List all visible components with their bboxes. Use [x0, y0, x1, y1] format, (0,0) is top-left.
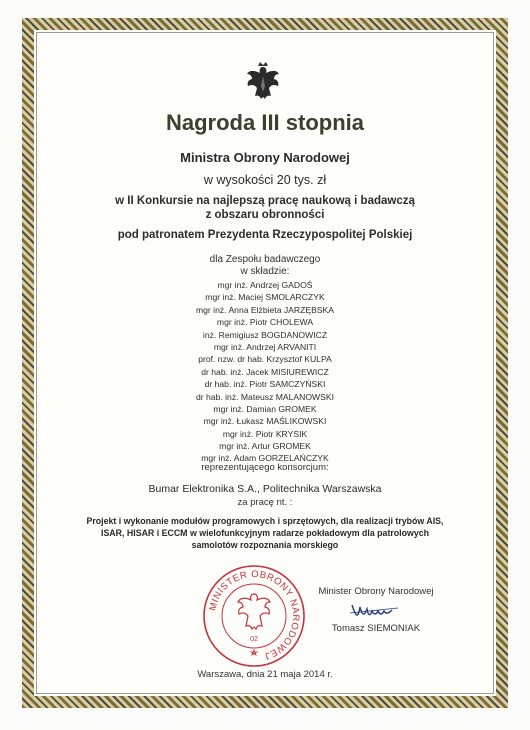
work-title-line-3: samolotów rozpoznania morskiego — [191, 540, 339, 550]
team-member: mgr inż. Anna Elżbieta JARZĘBSKA — [195, 304, 335, 315]
amount-line: w wysokości 20 tys. zł — [203, 173, 327, 187]
team-member: dr hab. inż. Jacek MISIUREWICZ — [201, 366, 329, 377]
work-title-line-1: Projekt i wykonanie modułów programowych i sprzętowych, dla realizacji trybów AIS, — [86, 516, 444, 526]
team-member: mgr inż. Adam GORZELAŃCZYK — [201, 453, 329, 464]
signature-block — [296, 586, 456, 634]
consortium-name: Bumar Elektronika S.A., Politechnika Warszawska — [148, 483, 382, 495]
work-title-line-2: ISAR, HISAR i ECCM w wielofunkcyjnym radarze pokładowym dla patrolowych — [101, 528, 429, 538]
ministry-line: Ministra Obrony Narodowej — [180, 150, 350, 165]
team-intro-1: dla Zespołu badawczego — [209, 254, 321, 265]
team-member: mgr inż. Piotr KRYSIK — [222, 428, 308, 439]
team-intro-2: w składzie: — [240, 266, 290, 277]
diploma-content — [36, 32, 494, 694]
team-member: mgr inż. Maciej SMOLARCZYK — [205, 292, 325, 303]
place-date: Warszawa, dnia 21 maja 2014 r. — [197, 669, 333, 680]
polish-eagle-icon — [246, 62, 280, 102]
official-seal — [202, 564, 306, 668]
seal-number: 02 — [250, 636, 258, 643]
team-member: mgr inż. Artur GROMEK — [219, 441, 311, 452]
team-member: dr hab. inż. Piotr SAMCZYŃSKI — [204, 379, 326, 390]
team-member: mgr inż. Andrzej GADOŚ — [217, 280, 313, 290]
team-member: mgr inż. Łukasz MAŚLIKOWSKI — [203, 416, 327, 427]
contest-line-1: w II Konkursie na najlepszą pracę naukową i badawczą — [115, 195, 415, 207]
team-member: dr hab. inż. Mateusz MALANOWSKI — [195, 391, 335, 402]
team-member: mgr inż. Damian GROMEK — [213, 403, 317, 414]
patronage-line: pod patronatem Prezydenta Rzeczypospolitej Polskiej — [117, 229, 413, 241]
team-member: mgr inż. Andrzej ARVANITI — [213, 341, 317, 352]
signatory-name: Tomasz SIEMONIAK — [331, 623, 421, 634]
signatory-title: Minister Obrony Narodowej — [318, 586, 434, 597]
team-member: mgr inż. Piotr CHOLEWA — [216, 317, 314, 328]
seal-text: MINISTER OBRONY NARODOWEJ — [207, 568, 302, 662]
team-member-list — [36, 279, 494, 465]
award-title: Nagroda III stopnia — [165, 110, 365, 135]
consortium-label: reprezentującego konsorcjum: — [201, 462, 329, 473]
handwritten-signature — [348, 599, 404, 623]
team-member: inż. Remigiusz BOGDANOWICZ — [202, 329, 328, 340]
contest-line-2: z obszaru obronności — [205, 209, 325, 221]
team-member: prof. nzw. dr hab. Krzysztof KULPA — [198, 354, 332, 365]
work-label: za pracę nt. : — [237, 497, 293, 508]
